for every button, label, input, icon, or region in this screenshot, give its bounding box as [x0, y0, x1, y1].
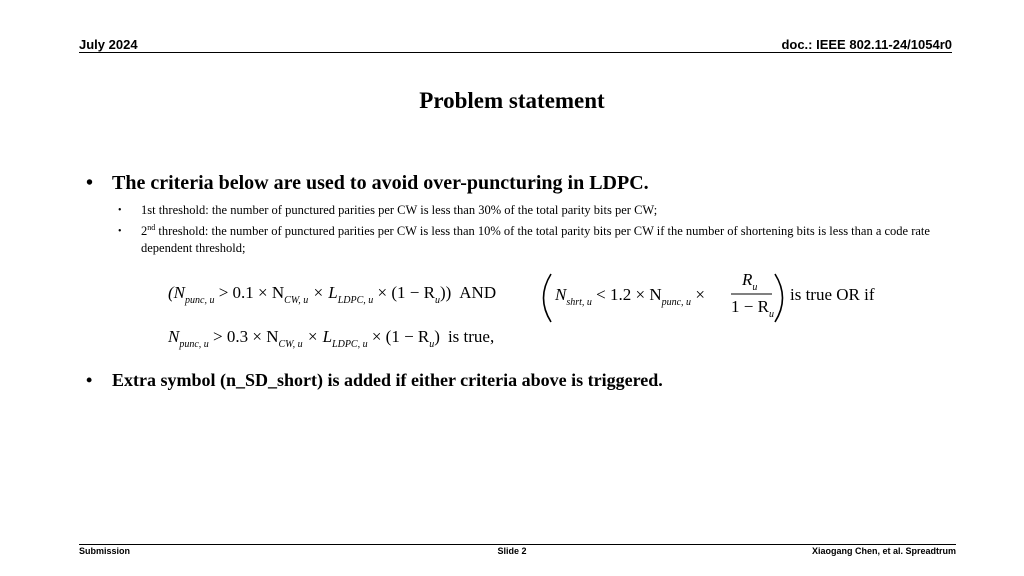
formula-true-or-if: is true OR if — [790, 285, 875, 304]
footer-submission: Submission — [79, 546, 131, 556]
left-paren-large — [544, 274, 552, 322]
sub-bullet-dot: • — [118, 226, 122, 237]
sub-bullet-second-threshold — [118, 223, 938, 257]
sub-bullet-first-threshold — [118, 202, 938, 219]
header-doc-id: doc.: IEEE 802.11-24/1054r0 — [781, 37, 952, 52]
right-paren-large — [775, 274, 783, 322]
formula-line2: $N_{punc, u} > 0.3 \times N_{CW, u} \times L_{LDPC, u} \times (1 - R_u)$ is true, — [168, 327, 495, 350]
fraction-denominator: $1 - R_u$ — [731, 297, 774, 320]
bullet-criteria-text: The criteria below are used to avoid over-puncturing in LDPC. — [112, 172, 649, 194]
header-date: July 2024 — [79, 37, 138, 52]
header-rule — [79, 52, 952, 53]
fraction-numerator: $R_u$ — [742, 270, 758, 293]
footer-authors: Xiaogang Chen, et al. Spreadtrum — [811, 546, 956, 556]
bullet-dot: • — [86, 370, 93, 390]
sub-bullet-dot: • — [118, 205, 122, 216]
formula-shortening-term: $N_{shrt, u} < 1.2 \times N_{punc, u}$ × — [555, 285, 705, 308]
bullet-extra-symbol — [86, 370, 663, 391]
bullet-extra-symbol-text: Extra symbol (n_SD_short) is added if either criteria above is triggered. — [112, 370, 663, 390]
formula-line1: $(N_{punc, u} > 0.1 \times N_{CW, u} \times L_{LDPC, u} \times (1 - R_u))$ AND — [168, 283, 497, 306]
ordinal-suffix: nd — [147, 222, 156, 232]
sub-bullet-first-threshold-text: 1st threshold: the number of punctured parities per CW is less than 30% of the total parity bits per CW; — [141, 203, 658, 217]
footer-rule — [79, 544, 956, 545]
sub-bullet-second-threshold-body: threshold: the number of punctured parities per CW is less than 10% of the total parity bits per CW if the number of shortening bits is less than a code rate dependent threshold; — [141, 224, 930, 255]
slide-title: Problem statement — [419, 88, 605, 113]
footer-slide-number: Slide 2 — [497, 546, 527, 556]
formula-image — [168, 268, 888, 352]
sub-bullet-second-threshold-text — [141, 223, 938, 257]
bullet-dot: • — [86, 172, 94, 194]
bullet-criteria — [86, 172, 649, 195]
ordinal-number: 2 — [141, 224, 148, 238]
